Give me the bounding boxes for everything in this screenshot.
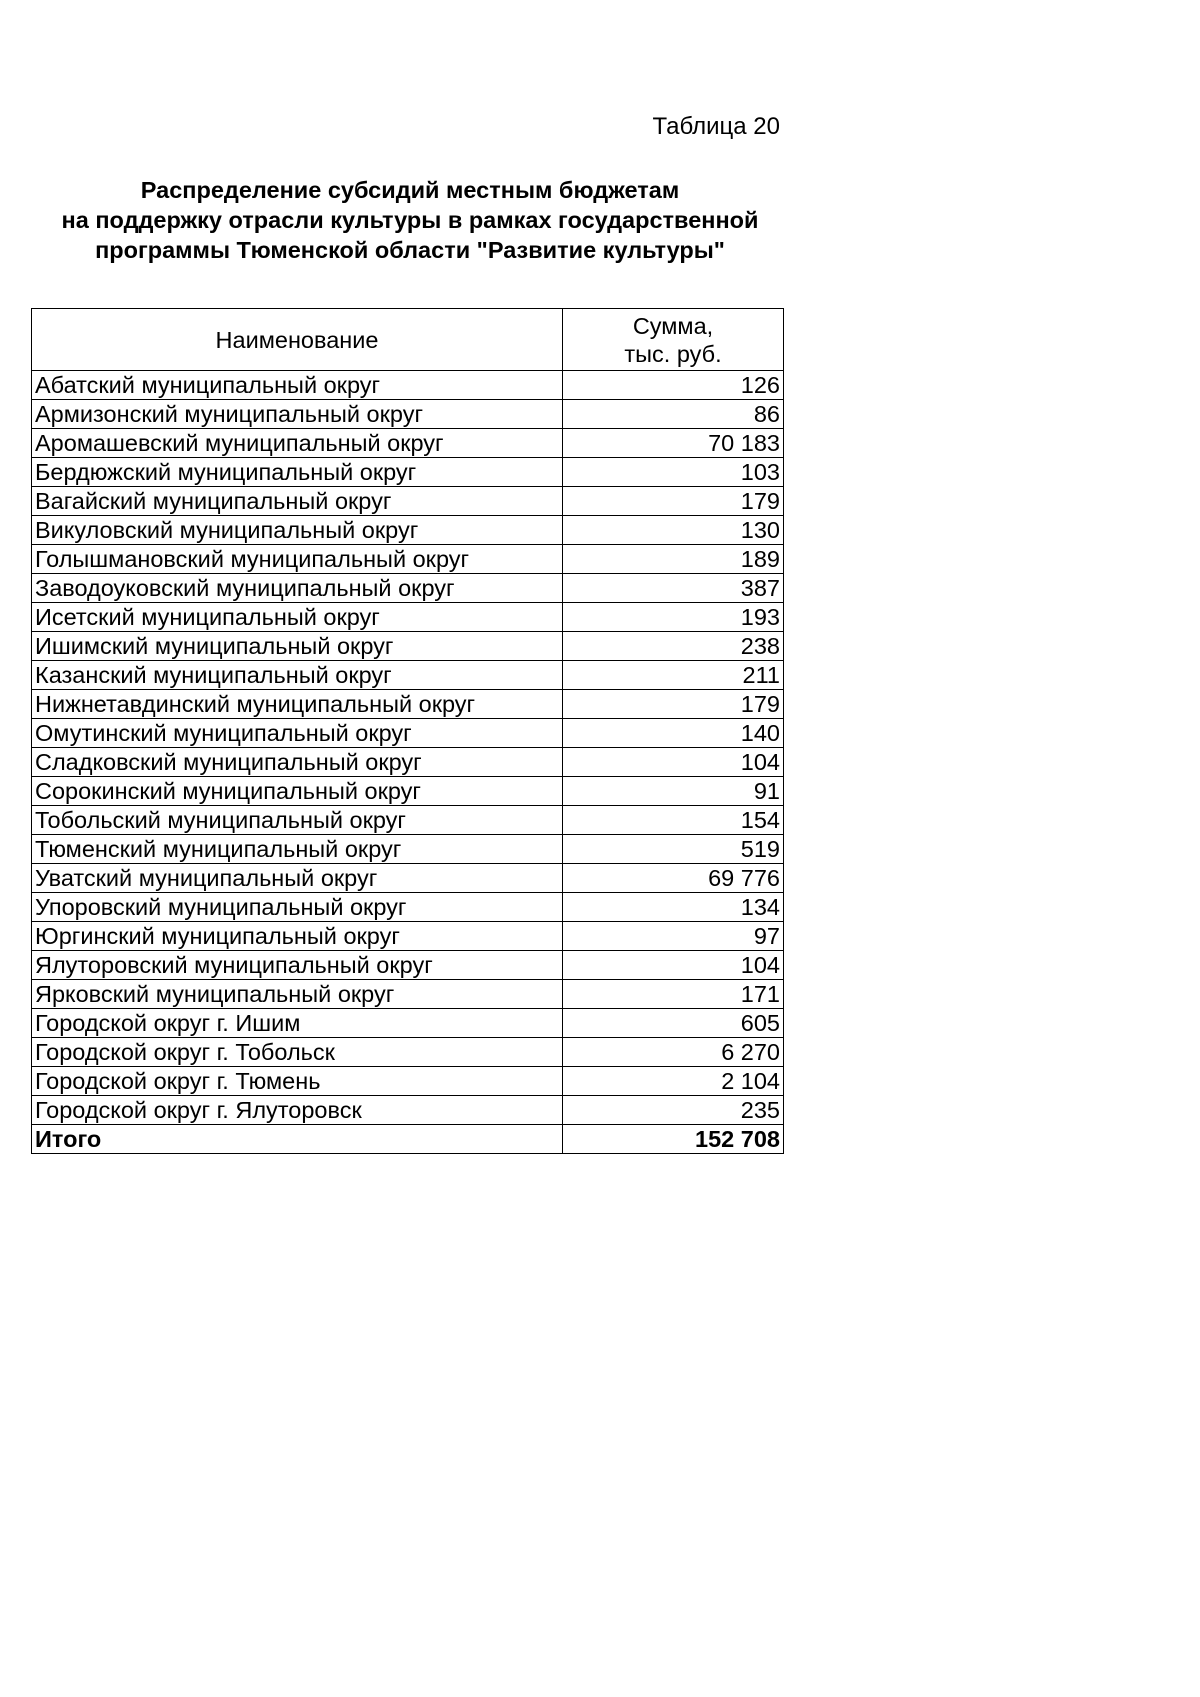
column-header-name: Наименование xyxy=(32,309,563,371)
table-row xyxy=(32,603,784,632)
table-row xyxy=(32,922,784,951)
table-row xyxy=(32,951,784,980)
row-sum: 134 xyxy=(563,893,784,922)
total-sum: 152 708 xyxy=(563,1125,784,1154)
row-name: Городской округ г. Тюмень xyxy=(32,1067,563,1096)
row-name: Заводоуковский муниципальный округ xyxy=(32,574,563,603)
row-sum: 193 xyxy=(563,603,784,632)
row-name: Ярковский муниципальный округ xyxy=(32,980,563,1009)
row-name: Голышмановский муниципальный округ xyxy=(32,545,563,574)
document-title xyxy=(30,175,790,265)
row-name: Упоровский муниципальный округ xyxy=(32,893,563,922)
table-row xyxy=(32,777,784,806)
title-line: Распределение субсидий местным бюджетам xyxy=(140,177,680,203)
row-sum: 130 xyxy=(563,516,784,545)
total-row xyxy=(32,1125,784,1154)
subsidy-table xyxy=(31,308,784,1154)
row-name: Омутинский муниципальный округ xyxy=(32,719,563,748)
table-row xyxy=(32,864,784,893)
row-name: Ишимский муниципальный округ xyxy=(32,632,563,661)
table-row xyxy=(32,719,784,748)
table-row xyxy=(32,661,784,690)
table-row xyxy=(32,893,784,922)
table-row xyxy=(32,458,784,487)
table-row xyxy=(32,980,784,1009)
table-row xyxy=(32,1067,784,1096)
row-sum: 91 xyxy=(563,777,784,806)
title-line: на поддержку отрасли культуры в рамках государственной xyxy=(61,207,759,233)
row-sum: 126 xyxy=(563,371,784,400)
column-header-sum-line2: тыс. руб. xyxy=(624,340,722,367)
table-row xyxy=(32,545,784,574)
row-name: Нижнетавдинский муниципальный округ xyxy=(32,690,563,719)
row-name: Ялуторовский муниципальный округ xyxy=(32,951,563,980)
table-number: Таблица 20 xyxy=(652,113,780,140)
row-sum: 97 xyxy=(563,922,784,951)
table-row xyxy=(32,1009,784,1038)
table-row xyxy=(32,748,784,777)
row-sum: 387 xyxy=(563,574,784,603)
row-sum: 154 xyxy=(563,806,784,835)
table-row xyxy=(32,429,784,458)
column-header-sum xyxy=(563,309,784,371)
row-sum: 69 776 xyxy=(563,864,784,893)
table-body xyxy=(32,371,784,1154)
row-sum: 104 xyxy=(563,748,784,777)
title-line: программы Тюменской области "Развитие культуры" xyxy=(95,237,725,263)
row-sum: 171 xyxy=(563,980,784,1009)
table-row xyxy=(32,371,784,400)
row-sum: 235 xyxy=(563,1096,784,1125)
row-name: Городской округ г. Ялуторовск xyxy=(32,1096,563,1125)
row-name: Бердюжский муниципальный округ xyxy=(32,458,563,487)
table-row xyxy=(32,516,784,545)
row-sum: 104 xyxy=(563,951,784,980)
row-sum: 86 xyxy=(563,400,784,429)
row-name: Казанский муниципальный округ xyxy=(32,661,563,690)
row-sum: 70 183 xyxy=(563,429,784,458)
row-name: Городской округ г. Тобольск xyxy=(32,1038,563,1067)
row-name: Вагайский муниципальный округ xyxy=(32,487,563,516)
table-row xyxy=(32,400,784,429)
total-label: Итого xyxy=(32,1125,563,1154)
row-name: Исетский муниципальный округ xyxy=(32,603,563,632)
row-name: Армизонский муниципальный округ xyxy=(32,400,563,429)
row-name: Викуловский муниципальный округ xyxy=(32,516,563,545)
table-row xyxy=(32,1038,784,1067)
row-sum: 211 xyxy=(563,661,784,690)
row-sum: 2 104 xyxy=(563,1067,784,1096)
column-header-sum-line1: Сумма, xyxy=(632,312,714,339)
row-name: Сладковский муниципальный округ xyxy=(32,748,563,777)
table-row xyxy=(32,632,784,661)
table-row xyxy=(32,690,784,719)
row-sum: 605 xyxy=(563,1009,784,1038)
table-row xyxy=(32,487,784,516)
row-sum: 140 xyxy=(563,719,784,748)
row-sum: 179 xyxy=(563,487,784,516)
table-row xyxy=(32,1096,784,1125)
row-sum: 6 270 xyxy=(563,1038,784,1067)
row-sum: 189 xyxy=(563,545,784,574)
row-name: Городской округ г. Ишим xyxy=(32,1009,563,1038)
table-header-row xyxy=(32,309,784,371)
table-row xyxy=(32,806,784,835)
row-sum: 238 xyxy=(563,632,784,661)
row-sum: 519 xyxy=(563,835,784,864)
row-name: Абатский муниципальный округ xyxy=(32,371,563,400)
table-row xyxy=(32,574,784,603)
row-name: Аромашевский муниципальный округ xyxy=(32,429,563,458)
row-name: Тобольский муниципальный округ xyxy=(32,806,563,835)
row-name: Сорокинский муниципальный округ xyxy=(32,777,563,806)
row-sum: 103 xyxy=(563,458,784,487)
row-sum: 179 xyxy=(563,690,784,719)
table-row xyxy=(32,835,784,864)
row-name: Юргинский муниципальный округ xyxy=(32,922,563,951)
row-name: Уватский муниципальный округ xyxy=(32,864,563,893)
row-name: Тюменский муниципальный округ xyxy=(32,835,563,864)
